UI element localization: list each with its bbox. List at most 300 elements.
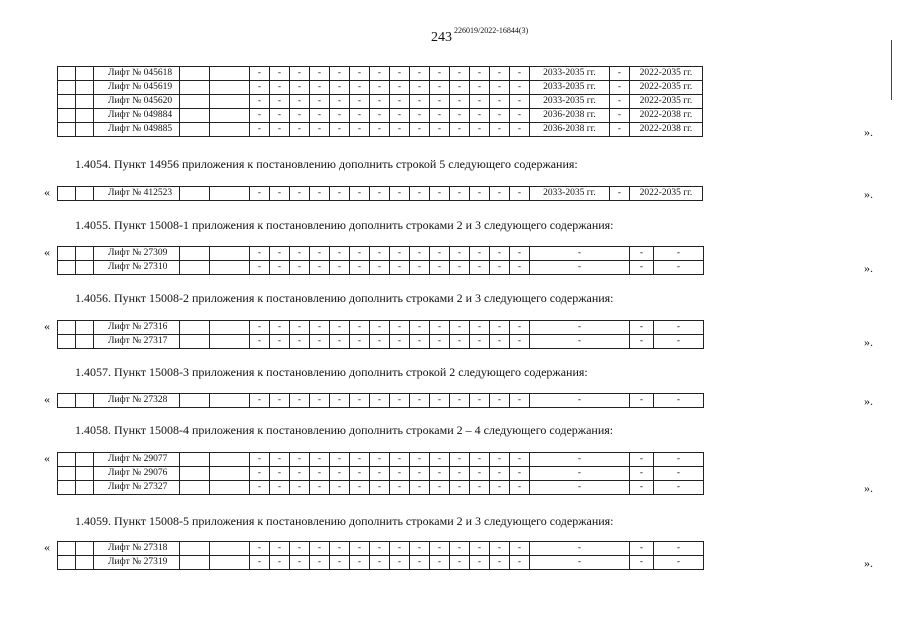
- dash-cell: -: [490, 467, 510, 481]
- dash-cell: -: [370, 95, 390, 109]
- section-heading: 1.4058. Пункт 15008-4 приложения к постановлению дополнить строками 2 – 4 следующего содержания:: [75, 423, 614, 437]
- dash-cell: -: [410, 321, 430, 335]
- dash-cell: -: [630, 394, 654, 408]
- dash-cell: -: [270, 261, 290, 275]
- dash-cell: -: [390, 467, 410, 481]
- year-range-cell: 2033-2035 гг.: [530, 187, 610, 201]
- dash-cell: -: [654, 542, 704, 556]
- dash-cell: -: [450, 394, 470, 408]
- dash-cell: -: [370, 481, 390, 495]
- dash-cell: -: [510, 81, 530, 95]
- dash-cell: -: [510, 187, 530, 201]
- dash-cell: -: [470, 109, 490, 123]
- dash-cell: -: [430, 453, 450, 467]
- dash-cell: -: [450, 81, 470, 95]
- dash-cell: -: [450, 261, 470, 275]
- dash-cell: -: [370, 67, 390, 81]
- dash-cell: -: [654, 467, 704, 481]
- table-row: [58, 247, 704, 261]
- dash-cell: -: [470, 187, 490, 201]
- empty-cell: [76, 247, 94, 261]
- dash-cell: -: [310, 109, 330, 123]
- empty-cell: [58, 67, 76, 81]
- table-row: [58, 109, 703, 123]
- dash-cell: -: [450, 95, 470, 109]
- dash-cell: -: [270, 556, 290, 570]
- dash-cell: -: [330, 95, 350, 109]
- table-row: [58, 81, 703, 95]
- dash-cell: -: [490, 261, 510, 275]
- dash-cell: -: [250, 187, 270, 201]
- dash-cell: -: [250, 123, 270, 137]
- dash-cell: -: [630, 335, 654, 349]
- dash-cell: -: [470, 394, 490, 408]
- dash-cell: -: [350, 481, 370, 495]
- dash-cell: -: [270, 321, 290, 335]
- dash-cell: -: [310, 81, 330, 95]
- dash-cell: -: [390, 247, 410, 261]
- dash-cell: -: [510, 467, 530, 481]
- dash-cell: -: [310, 123, 330, 137]
- dash-cell: -: [630, 261, 654, 275]
- dash-cell: -: [350, 67, 370, 81]
- empty-cell: [58, 123, 76, 137]
- dash-cell: -: [310, 335, 330, 349]
- dash-cell: -: [654, 556, 704, 570]
- dash-cell: -: [350, 335, 370, 349]
- dash-cell: -: [510, 394, 530, 408]
- dash-cell: -: [470, 321, 490, 335]
- empty-cell: [76, 467, 94, 481]
- empty-cell: [76, 481, 94, 495]
- empty-cell: [180, 187, 210, 201]
- dash-cell: -: [510, 453, 530, 467]
- empty-cell: [180, 335, 210, 349]
- dash-cell: -: [290, 321, 310, 335]
- dash-cell: -: [654, 247, 704, 261]
- close-quote: ».: [864, 261, 873, 275]
- dash-cell: -: [310, 556, 330, 570]
- dash-cell: -: [410, 67, 430, 81]
- dash-cell: -: [350, 187, 370, 201]
- dash-cell: -: [410, 247, 430, 261]
- empty-cell: [76, 556, 94, 570]
- lift-name-cell: Лифт № 27327: [94, 481, 180, 495]
- close-quote: ».: [864, 335, 873, 349]
- dash-cell: -: [610, 67, 630, 81]
- dash-cell: -: [530, 481, 630, 495]
- dash-cell: -: [654, 481, 704, 495]
- dash-cell: -: [530, 467, 630, 481]
- dash-cell: -: [450, 67, 470, 81]
- empty-cell: [180, 481, 210, 495]
- dash-cell: -: [490, 453, 510, 467]
- dash-cell: -: [490, 95, 510, 109]
- dash-cell: -: [490, 109, 510, 123]
- lift-name-cell: Лифт № 045618: [94, 67, 180, 81]
- dash-cell: -: [310, 95, 330, 109]
- dash-cell: -: [630, 321, 654, 335]
- open-quote: «: [44, 392, 50, 406]
- year-range-cell: 2036-2038 гг.: [530, 123, 610, 137]
- lift-name-cell: Лифт № 27316: [94, 321, 180, 335]
- dash-cell: -: [290, 81, 310, 95]
- dash-cell: -: [490, 123, 510, 137]
- empty-cell: [180, 556, 210, 570]
- dash-cell: -: [470, 261, 490, 275]
- dash-cell: -: [370, 321, 390, 335]
- dash-cell: -: [510, 261, 530, 275]
- lift-name-cell: Лифт № 27318: [94, 542, 180, 556]
- empty-cell: [58, 556, 76, 570]
- dash-cell: -: [330, 321, 350, 335]
- dash-cell: -: [410, 187, 430, 201]
- dash-cell: -: [370, 542, 390, 556]
- dash-cell: -: [330, 335, 350, 349]
- dash-cell: -: [510, 481, 530, 495]
- empty-cell: [58, 109, 76, 123]
- dash-cell: -: [654, 453, 704, 467]
- dash-cell: -: [450, 542, 470, 556]
- open-quote: «: [44, 185, 50, 199]
- dash-cell: -: [250, 247, 270, 261]
- dash-cell: -: [450, 335, 470, 349]
- dash-cell: -: [510, 321, 530, 335]
- dash-cell: -: [370, 81, 390, 95]
- dash-cell: -: [430, 542, 450, 556]
- dash-cell: -: [310, 394, 330, 408]
- empty-cell: [180, 67, 210, 81]
- document-number: 226019/2022-16844(3): [454, 26, 529, 35]
- dash-cell: -: [290, 95, 310, 109]
- dash-cell: -: [430, 394, 450, 408]
- empty-cell: [58, 321, 76, 335]
- section-heading: 1.4056. Пункт 15008-2 приложения к постановлению дополнить строками 2 и 3 следующего содержания:: [75, 291, 614, 305]
- open-quote: «: [44, 319, 50, 333]
- empty-cell: [76, 123, 94, 137]
- dash-cell: -: [250, 481, 270, 495]
- dash-cell: -: [630, 467, 654, 481]
- dash-cell: -: [330, 481, 350, 495]
- dash-cell: -: [430, 321, 450, 335]
- dash-cell: -: [470, 467, 490, 481]
- empty-cell: [210, 95, 250, 109]
- lift-table: [57, 246, 704, 275]
- dash-cell: -: [410, 95, 430, 109]
- dash-cell: -: [510, 247, 530, 261]
- dash-cell: -: [490, 394, 510, 408]
- lift-table: [57, 393, 704, 408]
- empty-cell: [210, 321, 250, 335]
- open-quote: «: [44, 540, 50, 554]
- lift-table: [57, 452, 704, 495]
- dash-cell: -: [430, 556, 450, 570]
- dash-cell: -: [530, 321, 630, 335]
- dash-cell: -: [330, 67, 350, 81]
- empty-cell: [210, 542, 250, 556]
- dash-cell: -: [410, 394, 430, 408]
- empty-cell: [76, 67, 94, 81]
- dash-cell: -: [490, 481, 510, 495]
- dash-cell: -: [450, 556, 470, 570]
- dash-cell: -: [350, 556, 370, 570]
- empty-cell: [210, 67, 250, 81]
- dash-cell: -: [470, 335, 490, 349]
- empty-cell: [180, 109, 210, 123]
- dash-cell: -: [470, 123, 490, 137]
- dash-cell: -: [370, 453, 390, 467]
- dash-cell: -: [390, 321, 410, 335]
- empty-cell: [58, 542, 76, 556]
- dash-cell: -: [450, 481, 470, 495]
- dash-cell: -: [610, 109, 630, 123]
- dash-cell: -: [490, 335, 510, 349]
- dash-cell: -: [330, 109, 350, 123]
- dash-cell: -: [430, 67, 450, 81]
- empty-cell: [210, 109, 250, 123]
- empty-cell: [58, 247, 76, 261]
- dash-cell: -: [390, 481, 410, 495]
- dash-cell: -: [430, 247, 450, 261]
- dash-cell: -: [430, 95, 450, 109]
- dash-cell: -: [490, 81, 510, 95]
- dash-cell: -: [290, 453, 310, 467]
- dash-cell: -: [610, 95, 630, 109]
- section-heading: 1.4057. Пункт 15008-3 приложения к постановлению дополнить строкой 2 следующего содержания:: [75, 365, 588, 379]
- empty-cell: [180, 467, 210, 481]
- dash-cell: -: [470, 95, 490, 109]
- empty-cell: [180, 321, 210, 335]
- open-quote: «: [44, 451, 50, 465]
- dash-cell: -: [510, 109, 530, 123]
- dash-cell: -: [330, 247, 350, 261]
- empty-cell: [58, 81, 76, 95]
- dash-cell: -: [530, 247, 630, 261]
- dash-cell: -: [490, 556, 510, 570]
- empty-cell: [76, 335, 94, 349]
- dash-cell: -: [630, 453, 654, 467]
- dash-cell: -: [310, 542, 330, 556]
- dash-cell: -: [330, 261, 350, 275]
- table-row: [58, 261, 704, 275]
- dash-cell: -: [510, 123, 530, 137]
- dash-cell: -: [390, 95, 410, 109]
- dash-cell: -: [390, 542, 410, 556]
- dash-cell: -: [290, 247, 310, 261]
- dash-cell: -: [330, 123, 350, 137]
- lift-name-cell: Лифт № 27310: [94, 261, 180, 275]
- dash-cell: -: [390, 187, 410, 201]
- dash-cell: -: [310, 321, 330, 335]
- dash-cell: -: [410, 542, 430, 556]
- dash-cell: -: [630, 542, 654, 556]
- dash-cell: -: [470, 81, 490, 95]
- dash-cell: -: [610, 123, 630, 137]
- dash-cell: -: [370, 556, 390, 570]
- empty-cell: [180, 81, 210, 95]
- dash-cell: -: [290, 335, 310, 349]
- empty-cell: [210, 481, 250, 495]
- empty-cell: [76, 81, 94, 95]
- dash-cell: -: [250, 335, 270, 349]
- empty-cell: [58, 394, 76, 408]
- lift-name-cell: Лифт № 27328: [94, 394, 180, 408]
- dash-cell: -: [530, 261, 630, 275]
- dash-cell: -: [290, 542, 310, 556]
- dash-cell: -: [470, 481, 490, 495]
- dash-cell: -: [330, 453, 350, 467]
- dash-cell: -: [430, 123, 450, 137]
- dash-cell: -: [410, 261, 430, 275]
- table-row: [58, 95, 703, 109]
- lift-name-cell: Лифт № 29077: [94, 453, 180, 467]
- section-heading: 1.4059. Пункт 15008-5 приложения к постановлению дополнить строками 2 и 3 следующего содержания:: [75, 514, 614, 528]
- dash-cell: -: [530, 394, 630, 408]
- page-number: 243: [431, 30, 452, 45]
- dash-cell: -: [250, 467, 270, 481]
- dash-cell: -: [310, 467, 330, 481]
- dash-cell: -: [654, 321, 704, 335]
- year-range-cell: 2033-2035 гг.: [530, 95, 610, 109]
- close-quote: ».: [864, 556, 873, 570]
- dash-cell: -: [510, 542, 530, 556]
- dash-cell: -: [330, 556, 350, 570]
- dash-cell: -: [610, 187, 630, 201]
- year-range-cell: 2022-2035 гг.: [630, 95, 703, 109]
- year-range-cell: 2022-2035 гг.: [630, 187, 703, 201]
- empty-cell: [58, 261, 76, 275]
- dash-cell: -: [310, 247, 330, 261]
- dash-cell: -: [330, 542, 350, 556]
- dash-cell: -: [270, 542, 290, 556]
- dash-cell: -: [490, 542, 510, 556]
- empty-cell: [58, 95, 76, 109]
- dash-cell: -: [490, 321, 510, 335]
- dash-cell: -: [270, 123, 290, 137]
- dash-cell: -: [250, 542, 270, 556]
- dash-cell: -: [350, 394, 370, 408]
- year-range-cell: 2022-2038 гг.: [630, 109, 703, 123]
- dash-cell: -: [370, 467, 390, 481]
- dash-cell: -: [350, 95, 370, 109]
- margin-line: [891, 40, 892, 100]
- dash-cell: -: [450, 453, 470, 467]
- dash-cell: -: [350, 261, 370, 275]
- dash-cell: -: [410, 481, 430, 495]
- section-heading: 1.4054. Пункт 14956 приложения к постановлению дополнить строкой 5 следующего содержания:: [75, 157, 578, 171]
- year-range-cell: 2022-2035 гг.: [630, 67, 703, 81]
- empty-cell: [76, 542, 94, 556]
- empty-cell: [180, 261, 210, 275]
- lift-name-cell: Лифт № 27317: [94, 335, 180, 349]
- empty-cell: [76, 187, 94, 201]
- dash-cell: -: [290, 187, 310, 201]
- dash-cell: -: [390, 453, 410, 467]
- dash-cell: -: [350, 542, 370, 556]
- empty-cell: [180, 453, 210, 467]
- dash-cell: -: [290, 67, 310, 81]
- dash-cell: -: [290, 556, 310, 570]
- dash-cell: -: [310, 453, 330, 467]
- close-quote: ».: [864, 394, 873, 408]
- dash-cell: -: [350, 453, 370, 467]
- year-range-cell: 2036-2038 гг.: [530, 109, 610, 123]
- year-range-cell: 2022-2035 гг.: [630, 81, 703, 95]
- dash-cell: -: [450, 247, 470, 261]
- table-row: [58, 335, 704, 349]
- dash-cell: -: [310, 67, 330, 81]
- close-quote: ».: [864, 481, 873, 495]
- dash-cell: -: [430, 81, 450, 95]
- close-quote: ».: [864, 187, 873, 201]
- dash-cell: -: [310, 261, 330, 275]
- empty-cell: [76, 95, 94, 109]
- table-row: [58, 123, 703, 137]
- empty-cell: [210, 123, 250, 137]
- dash-cell: -: [250, 109, 270, 123]
- dash-cell: -: [530, 556, 630, 570]
- dash-cell: -: [390, 261, 410, 275]
- dash-cell: -: [350, 467, 370, 481]
- year-range-cell: 2033-2035 гг.: [530, 67, 610, 81]
- table-row: [58, 542, 704, 556]
- dash-cell: -: [270, 335, 290, 349]
- close-quote: ».: [864, 125, 873, 139]
- dash-cell: -: [250, 261, 270, 275]
- lift-name-cell: Лифт № 049885: [94, 123, 180, 137]
- section-heading: 1.4055. Пункт 15008-1 приложения к постановлению дополнить строками 2 и 3 следующего содержания:: [75, 218, 614, 232]
- table-row: [58, 321, 704, 335]
- empty-cell: [76, 453, 94, 467]
- dash-cell: -: [250, 453, 270, 467]
- dash-cell: -: [410, 453, 430, 467]
- dash-cell: -: [390, 123, 410, 137]
- dash-cell: -: [470, 247, 490, 261]
- dash-cell: -: [410, 109, 430, 123]
- dash-cell: -: [430, 261, 450, 275]
- dash-cell: -: [270, 187, 290, 201]
- lift-table: [57, 186, 703, 201]
- dash-cell: -: [250, 81, 270, 95]
- dash-cell: -: [490, 187, 510, 201]
- empty-cell: [210, 467, 250, 481]
- dash-cell: -: [470, 542, 490, 556]
- dash-cell: -: [654, 261, 704, 275]
- lift-table: [57, 320, 704, 349]
- empty-cell: [58, 453, 76, 467]
- dash-cell: -: [654, 335, 704, 349]
- dash-cell: -: [470, 556, 490, 570]
- dash-cell: -: [450, 467, 470, 481]
- empty-cell: [210, 394, 250, 408]
- empty-cell: [76, 109, 94, 123]
- empty-cell: [180, 542, 210, 556]
- dash-cell: -: [410, 556, 430, 570]
- dash-cell: -: [430, 467, 450, 481]
- dash-cell: -: [270, 394, 290, 408]
- dash-cell: -: [450, 321, 470, 335]
- empty-cell: [58, 335, 76, 349]
- table-row: [58, 481, 704, 495]
- dash-cell: -: [370, 109, 390, 123]
- dash-cell: -: [270, 453, 290, 467]
- dash-cell: -: [350, 321, 370, 335]
- dash-cell: -: [510, 335, 530, 349]
- dash-cell: -: [390, 335, 410, 349]
- dash-cell: -: [390, 394, 410, 408]
- dash-cell: -: [270, 481, 290, 495]
- dash-cell: -: [370, 187, 390, 201]
